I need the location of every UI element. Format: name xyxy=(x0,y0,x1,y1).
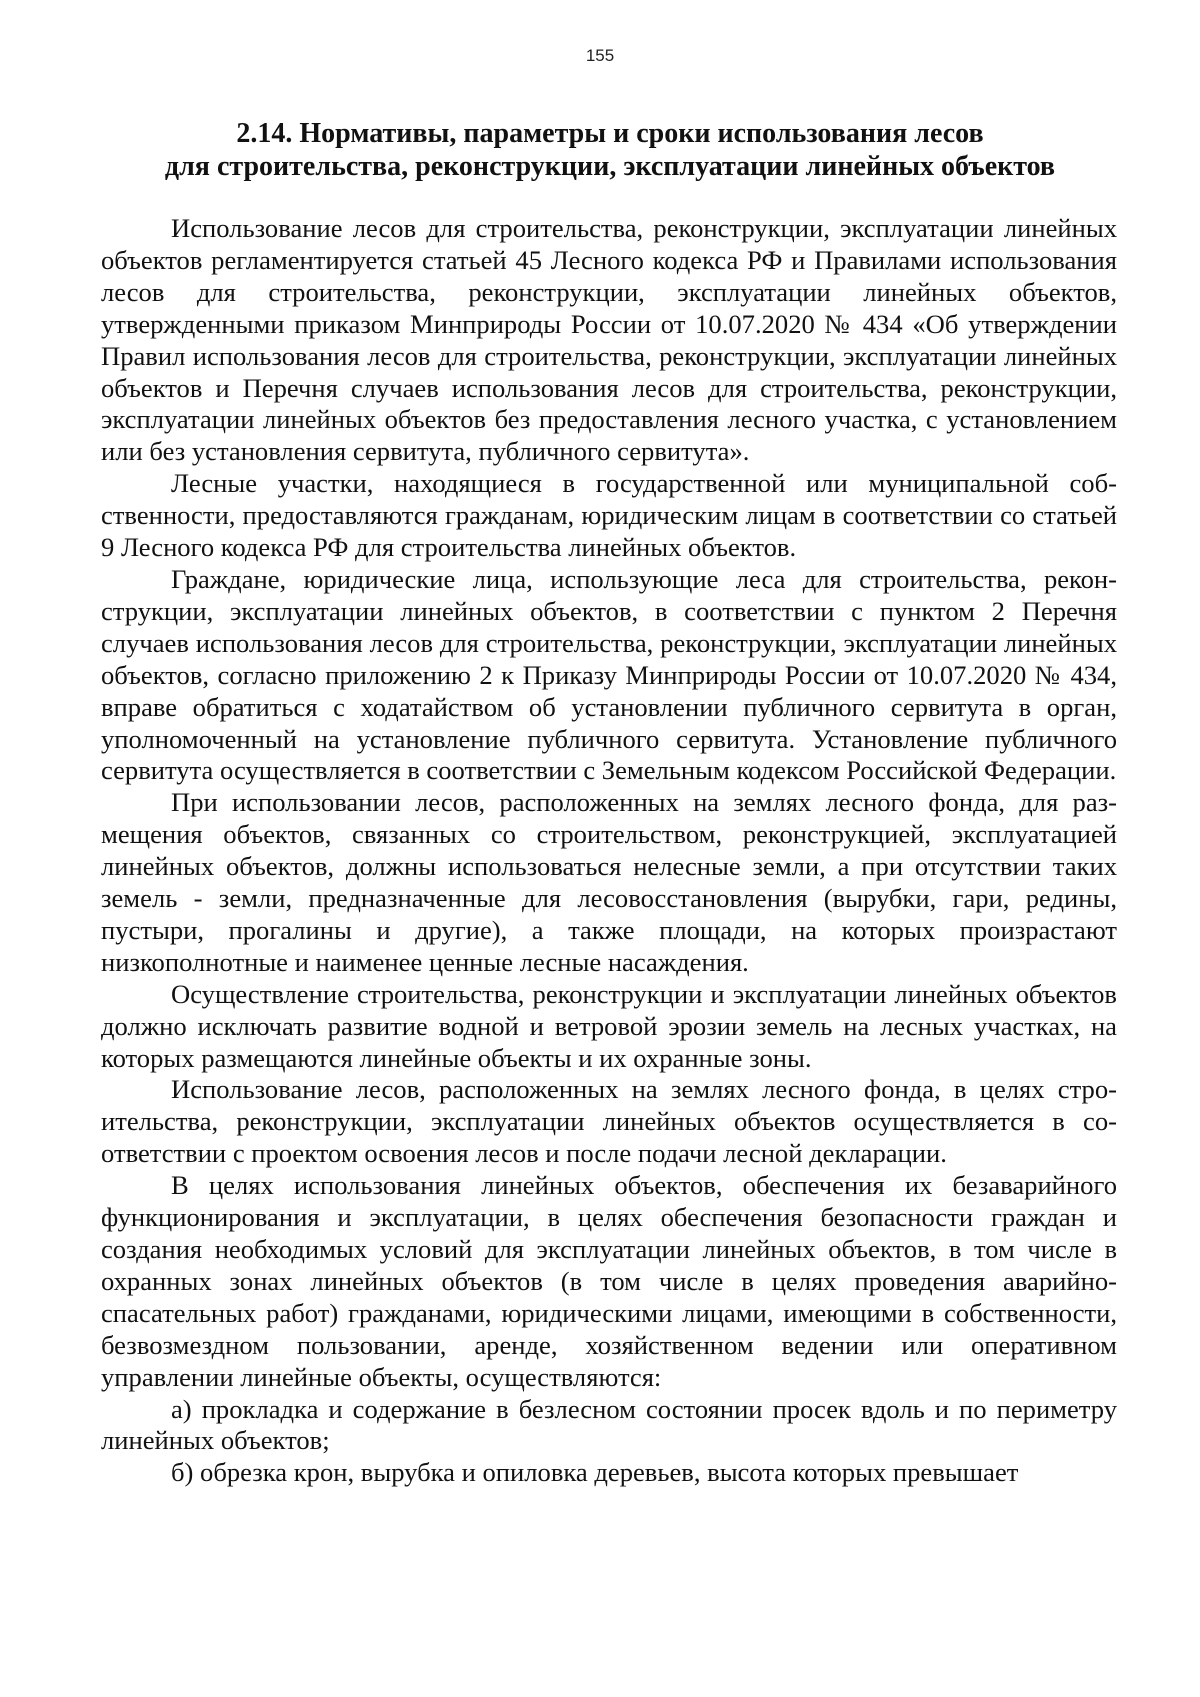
paragraph: Использование лесов для строительства, реконструкции, эксплуатации линейных объектов регламентируется статьей 45 Лесного кодекса РФ и Правилами использования лесов для строительства, реконструкции, эксплуатации линейных объектов, утвержденными приказом Минприроды России от 10.07.2020 № 434 «Об утверждении Правил использования лесов для строительства, реконструкции, эксплуатации линейных объектов и Перечня случаев использования лесов для строительства, реконструкции, эксплуатации линейных объектов без предоставления лесного участка, с установлением или без установления сервитута, публичного сервитута». xyxy=(101,213,1117,467)
paragraph: В целях использования линейных объектов, обеспечения их безаварийного функционирования и эксплуатации, в целях обеспечения безопасности граждан и создания необходимых условий для эксплуатации линейных объектов, в том числе в охранных зонах линейных объектов (в том числе в целях проведения аварийно-спасательных работ) гражданами, юридическими лицами, имеющими в собственности, безвозмездном пользовании, аренде, хозяйственном ведении или оперативном управлении линейные объекты, осуществляются: xyxy=(101,1170,1117,1392)
paragraph: При использовании лесов, расположенных на землях лесного фонда, для размещения объектов, связанных со строительством, реконструкцией, эксплуатацией линейных объектов, должны использоваться нелесные земли, а при отсутствии таких земель - земли, предназначенные для лесовосстановления (вырубки, гари, редины, пустыри, прогалины и другие), а также площади, на которых произрастают низкополнотные и наименее ценные лесные насаждения. xyxy=(101,787,1117,977)
paragraph: Осуществление строительства, реконструкции и эксплуатации линейных объектов должно исключать развитие водной и ветровой эрозии земель на лесных участках, на которых размещаются линейные объекты и их охранные зоны. xyxy=(101,978,1117,1073)
section-heading xyxy=(130,117,1090,183)
paragraph: Использование лесов, расположенных на землях лесного фонда, в целях строительства, реконструкции, эксплуатации линейных объектов осуществляется в соответствии с проектом освоения лесов и после подачи лесной декларации. xyxy=(101,1074,1117,1169)
paragraph: Лесные участки, находящиеся в государственной или муниципальной собственности, предоставляются гражданам, юридическим лицам в соответствии со статьей 9 Лесного кодекса РФ для строительства линейных объектов. xyxy=(101,468,1117,563)
section-heading-line-1: 2.14. Нормативы, параметры и сроки использования лесов xyxy=(236,118,984,149)
body-text xyxy=(101,213,1117,1489)
section-heading-line-2: для строительства, реконструкции, эксплуатации линейных объектов xyxy=(164,151,1056,182)
list-item-a: а) прокладка и содержание в безлесном состоянии просек вдоль и по периметру линейных объектов; xyxy=(101,1393,1117,1456)
paragraph: Граждане, юридические лица, использующие леса для строительства, реконструкции, эксплуатации линейных объектов, в соответствии с пунктом 2 Перечня случаев использования лесов для строительства, реконструкции, эксплуатации линейных объектов, согласно приложению 2 к Приказу Минприроды России от 10.07.2020 № 434, вправе обратиться с ходатайством об установлении публичного сервитута в орган, уполномоченный на установление публичного сервитута. Установление публичного сервитута осуществляется в соответствии с Земельным кодексом Российской Федерации. xyxy=(101,563,1117,786)
list-item-b: б) обрезка крон, вырубка и опиловка деревьев, высота которых превышает xyxy=(171,1457,1019,1488)
page-number: 155 xyxy=(585,46,615,65)
